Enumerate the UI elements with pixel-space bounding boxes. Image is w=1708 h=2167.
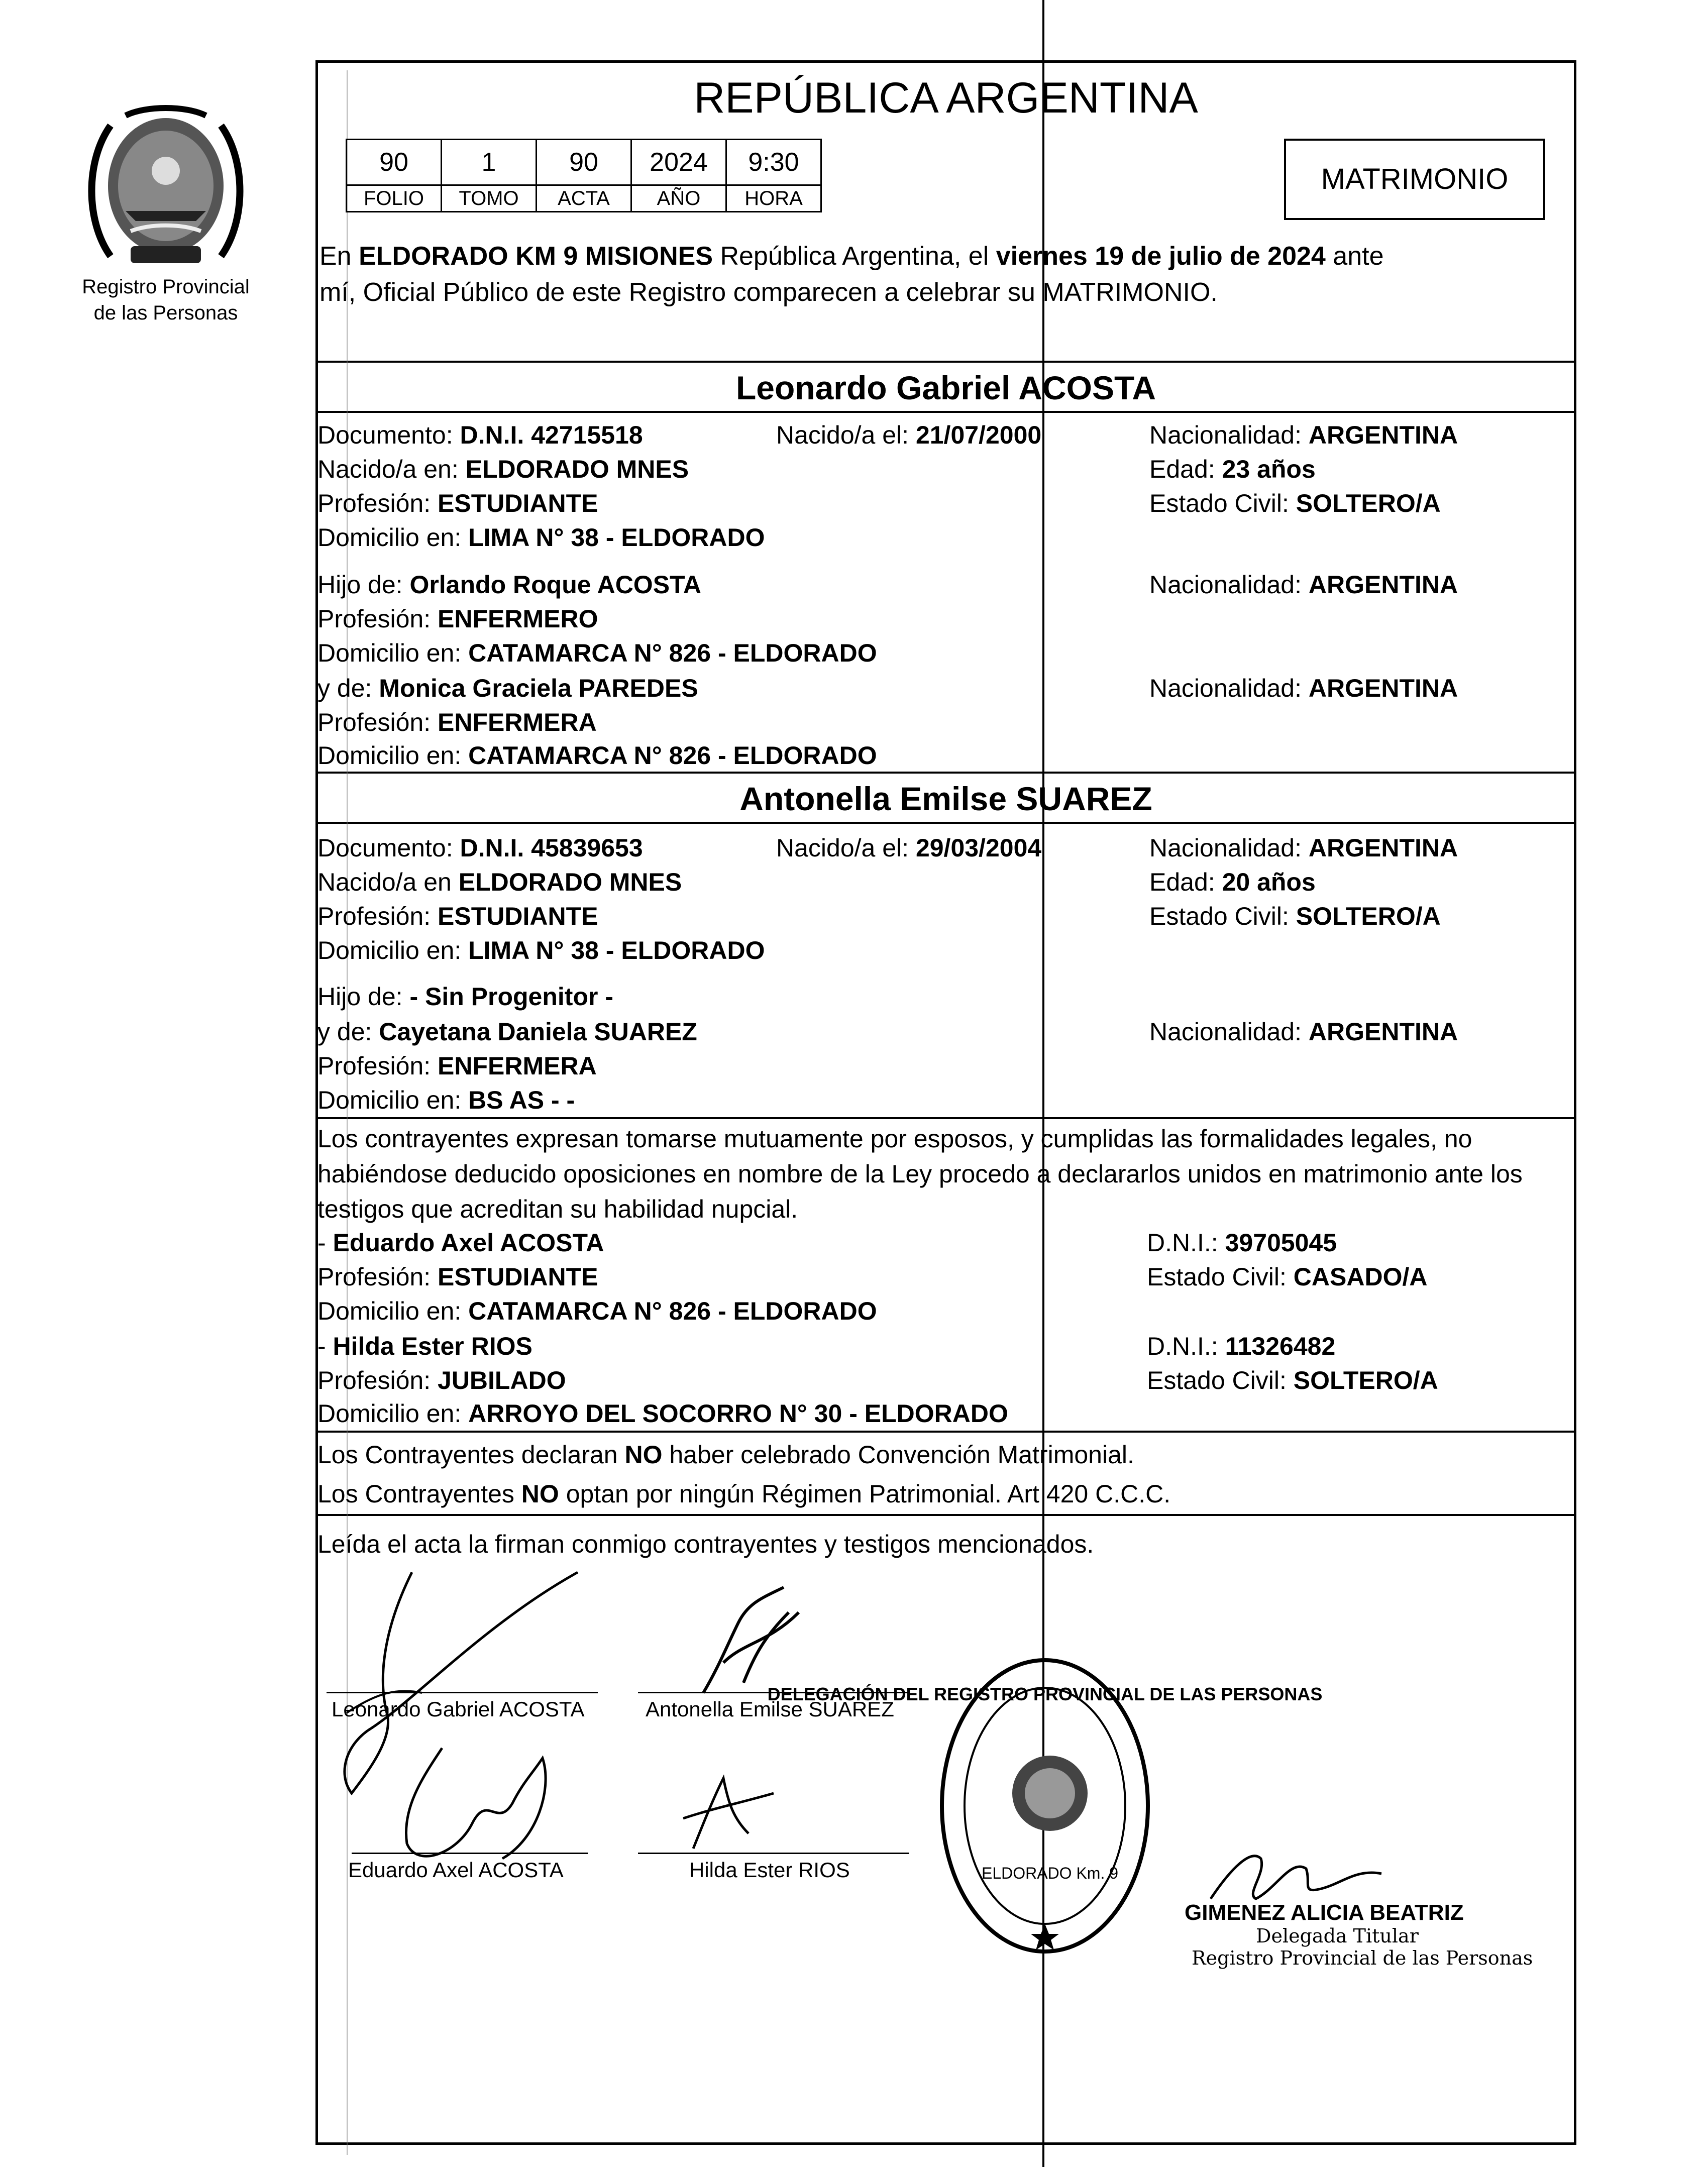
spouse1-profession: Profesión: ESTUDIANTE [317, 489, 598, 517]
official-name: GIMENEZ ALICIA BEATRIZ [1185, 1900, 1464, 1925]
spouse2-age: Edad: 20 años [1149, 868, 1316, 896]
tomo-label: TOMO [442, 185, 537, 212]
divider-closing [315, 1514, 1576, 1516]
tomo-value: 1 [442, 140, 537, 185]
spouse2-birthdate: Nacido/a el: 29/03/2004 [776, 834, 1042, 862]
witness2-address: Domicilio en: ARROYO DEL SOCORRO N° 30 - ELDORADO [317, 1399, 1008, 1428]
spouse2-nationality: Nacionalidad: ARGENTINA [1149, 834, 1458, 862]
hora-value: 9:30 [726, 140, 821, 185]
spouse2-mother-profession: Profesión: ENFERMERA [317, 1052, 597, 1080]
divider-regime [315, 1431, 1576, 1433]
regime-patrimonial: Los Contrayentes NO optan por ningún Régimen Patrimonial. Art 420 C.C.C. [317, 1480, 1171, 1508]
witness2-dni: D.N.I.: 11326482 [1147, 1332, 1336, 1360]
logo-caption-line2: de las Personas [93, 302, 238, 324]
spouse2-name: Antonella Emilse SUAREZ [739, 780, 1152, 817]
divider-declaration [315, 1117, 1576, 1119]
spouse1-address: Domicilio en: LIMA N° 38 - ELDORADO [317, 523, 765, 552]
official-title: Delegada Titular [1256, 1925, 1419, 1947]
spouse1-mother-address: Domicilio en: CATAMARCA N° 826 - ELDORADO [317, 741, 877, 770]
witness1-signature-caption: Eduardo Axel ACOSTA [348, 1858, 564, 1882]
intro-paragraph [319, 238, 1575, 310]
spouse1-name: Leonardo Gabriel ACOSTA [735, 369, 1156, 406]
intro-date: viernes 19 de julio de 2024 [996, 242, 1326, 271]
logo-caption [50, 274, 281, 326]
intro-text-3: ante [1325, 242, 1384, 271]
witness2-civil-status: Estado Civil: SOLTERO/A [1147, 1366, 1438, 1394]
spouse1-birthdate: Nacido/a el: 21/07/2000 [776, 421, 1042, 449]
spouse1-document: Documento: D.N.I. 42715518 [317, 421, 643, 449]
spouse2-profession: Profesión: ESTUDIANTE [317, 902, 598, 930]
witness1-address: Domicilio en: CATAMARCA N° 826 - ELDORADO [317, 1297, 877, 1325]
province-seal-logo [75, 95, 256, 276]
spouse2-signature-caption: Antonella Emilse SUAREZ [646, 1697, 894, 1721]
stamp-center-text: ELDORADO Km. 9 [981, 1864, 1119, 1882]
record-table [346, 139, 822, 212]
witness1-civil-status: Estado Civil: CASADO/A [1147, 1263, 1428, 1291]
spouse1-signature-caption: Leonardo Gabriel ACOSTA [332, 1697, 585, 1721]
spouse2-birthplace: Nacido/a en ELDORADO MNES [317, 868, 682, 896]
acta-label: ACTA [537, 185, 631, 212]
witness2-profession: Profesión: JUBILADO [317, 1366, 566, 1394]
spouse2-address: Domicilio en: LIMA N° 38 - ELDORADO [317, 936, 765, 964]
country-title: REPÚBLICA ARGENTINA [694, 74, 1198, 122]
spouse1-nationality: Nacionalidad: ARGENTINA [1149, 421, 1458, 449]
spouse2-mother: y de: Cayetana Daniela SUAREZ [317, 1018, 697, 1046]
witness1-profession: Profesión: ESTUDIANTE [317, 1263, 598, 1291]
anio-value: 2024 [631, 140, 726, 185]
spouse1-mother-nationality: Nacionalidad: ARGENTINA [1149, 674, 1458, 702]
intro-text-1: En [319, 242, 359, 271]
spouse1-civil-status: Estado Civil: SOLTERO/A [1149, 489, 1441, 517]
spouse2-civil-status: Estado Civil: SOLTERO/A [1149, 902, 1441, 930]
witness1-signature [372, 1728, 573, 1879]
acta-value: 90 [537, 140, 631, 185]
spouse1-age: Edad: 23 años [1149, 455, 1316, 483]
folio-label: FOLIO [347, 185, 442, 212]
witness2-signature-line [638, 1853, 909, 1854]
intro-line2: mí, Oficial Público de este Registro comparecen a celebrar su MATRIMONIO. [319, 278, 1218, 307]
anio-label: AÑO [631, 185, 726, 212]
witness1-signature-line [352, 1853, 588, 1854]
logo-caption-line1: Registro Provincial [82, 276, 250, 298]
spouse1-father-nationality: Nacionalidad: ARGENTINA [1149, 571, 1458, 599]
spouse1-signature-line [327, 1692, 598, 1693]
witness2-signature [663, 1748, 794, 1859]
witness2-signature-caption: Hilda Ester RIOS [689, 1858, 850, 1882]
spouse1-mother: y de: Monica Graciela PAREDES [317, 674, 698, 702]
witness2-name: - Hilda Ester RIOS [317, 1332, 532, 1360]
closing-statement: Leída el acta la firman conmigo contrayentes y testigos mencionados. [317, 1530, 1094, 1558]
declaration-paragraph: Los contrayentes expresan tomarse mutuamente por esposos, y cumplidas las formalidades legales, no habiéndose deducido oposiciones en nombre de la Ley procedo a declararlos unidos en matrimonio ante los testigos que acreditan su habilidad nupcial. [317, 1125, 1523, 1223]
spouse1-father-profession: Profesión: ENFERMERO [317, 605, 598, 633]
official-office: Registro Provincial de las Personas [1192, 1947, 1533, 1969]
document-type-box: MATRIMONIO [1284, 139, 1545, 220]
intro-place: ELDORADO KM 9 MISIONES [359, 242, 713, 271]
folio-value: 90 [347, 140, 442, 185]
spouse2-document: Documento: D.N.I. 45839653 [317, 834, 643, 862]
hora-label: HORA [726, 185, 821, 212]
intro-text-2: República Argentina, el [713, 242, 996, 271]
witness1-name: - Eduardo Axel ACOSTA [317, 1229, 604, 1257]
spouse1-mother-profession: Profesión: ENFERMERA [317, 708, 597, 736]
spouse1-father: Hijo de: Orlando Roque ACOSTA [317, 571, 701, 599]
spouse1-birthplace: Nacido/a en: ELDORADO MNES [317, 455, 689, 483]
spouse2-father: Hijo de: - Sin Progenitor - [317, 983, 613, 1011]
witness1-dni: D.N.I.: 39705045 [1147, 1229, 1337, 1257]
regime-convention: Los Contrayentes declaran NO haber celebrado Convención Matrimonial. [317, 1441, 1134, 1469]
stamp-ring-text: DELEGACIÓN DEL REGISTRO PROVINCIAL DE LAS PERSONAS [767, 1684, 1323, 1704]
spouse1-father-address: Domicilio en: CATAMARCA N° 826 - ELDORADO [317, 639, 877, 667]
spouse2-mother-address: Domicilio en: BS AS - - [317, 1086, 575, 1114]
spouse2-mother-nationality: Nacionalidad: ARGENTINA [1149, 1018, 1458, 1046]
